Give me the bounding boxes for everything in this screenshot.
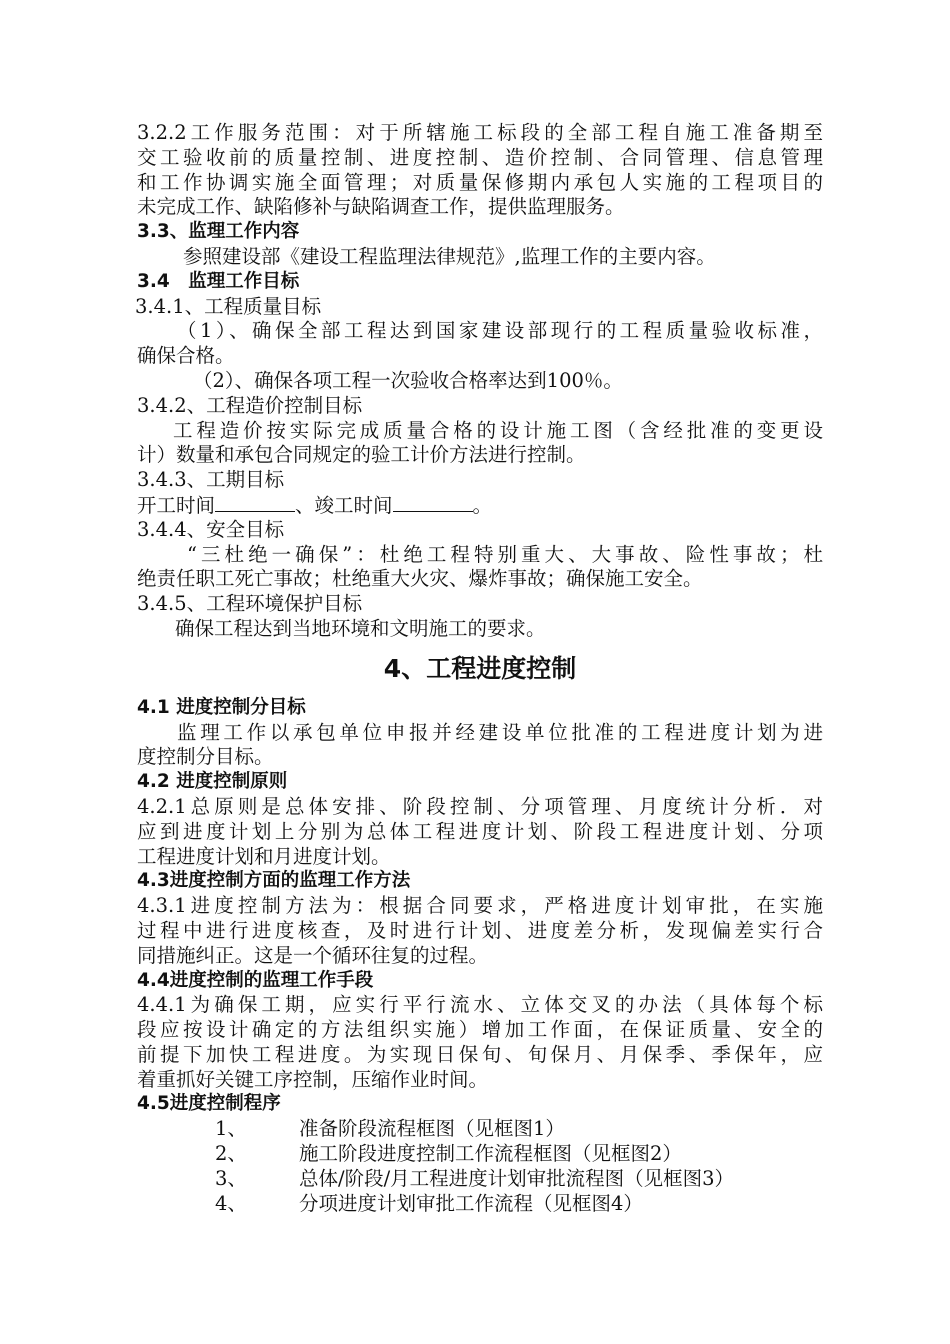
paragraph-line: 绝责任职工死亡事故；杜绝重大火灾、爆炸事故；确保施工安全。 (137, 567, 703, 591)
paragraph-line: 参照建设部《建设工程监理法律规范》,监理工作的主要内容。 (183, 244, 716, 268)
procedure-text: 施工阶段进度控制工作流程框图（见框图2） (299, 1142, 682, 1166)
start-time-label: 开工时间 (137, 493, 216, 517)
section-heading-3-3: 3.3、监理工作内容 (137, 221, 300, 243)
subsection-heading-3-4-4: 3.4.4、安全目标 (137, 517, 285, 541)
start-time-blank (215, 493, 295, 512)
procedure-item-1 (137, 1117, 823, 1142)
paragraph-line: 着重抓好关键工序控制，压缩作业时间。 (137, 1067, 489, 1091)
chapter-title: 4、工程进度控制 (383, 653, 577, 683)
procedure-item-4 (137, 1192, 823, 1217)
paragraph-line: 工程造价按实际完成质量合格的设计施工图（含经批准的变更设 (173, 418, 823, 442)
end-time-blank (393, 493, 473, 512)
subsection-heading-3-4-5: 3.4.5、工程环境保护目标 (137, 592, 363, 616)
subsection-heading-3-4-3: 3.4.3、工期目标 (137, 468, 285, 492)
paragraph-line: 4.4.1为确保工期，应实行平行流水、立体交叉的办法（具体每个标 (137, 993, 823, 1017)
procedure-text: 总体/阶段/月工程进度计划审批流程图（见框图3） (299, 1166, 735, 1190)
paragraph-line: “三杜绝一确保”：杜绝工程特别重大、大事故、险性事故；杜 (187, 542, 823, 566)
paragraph-line: 前提下加快工程进度。为实现日保旬、旬保月、月保季、季保年，应 (137, 1042, 823, 1066)
paragraph-line: 确保合格。 (137, 344, 235, 368)
paragraph-line: 确保工程达到当地环境和文明施工的要求。 (175, 616, 546, 640)
schedule-line (137, 493, 823, 518)
section-heading-4-3: 4.3进度控制方面的监理工作方法 (137, 870, 411, 892)
paragraph-line: 3.2.2工作服务范围：对于所辖施工标段的全部工程自施工准备期至 (137, 121, 823, 144)
procedure-number: 3、 (215, 1166, 247, 1190)
paragraph-line: 交工验收前的质量控制、进度控制、造价控制、合同管理、信息管理 (137, 145, 823, 169)
paragraph-line: 4.2.1总原则是总体安排、阶段控制、分项管理、月度统计分析．对 (137, 794, 823, 818)
end-punctuation: 。 (472, 493, 493, 517)
section-heading-4-1: 4.1 进度控制分目标 (137, 696, 306, 718)
paragraph-line: 监理工作以承包单位申报并经建设单位批准的工程进度计划为进 (177, 720, 823, 744)
paragraph-line: 应到进度计划上分别为总体工程进度计划、阶段工程进度计划、分项 (137, 819, 823, 843)
paragraph-line: 同措施纠正。这是一个循环往复的过程。 (137, 943, 489, 967)
paragraph-line: 4.3.1进度控制方法为：根据合同要求，严格进度计划审批，在实施 (137, 894, 823, 918)
section-heading-4-5: 4.5进度控制程序 (137, 1093, 281, 1115)
end-time-label: 、竣工时间 (295, 493, 393, 517)
subsection-heading-3-4-2: 3.4.2、工程造价控制目标 (137, 393, 363, 417)
procedure-text: 准备阶段流程框图（见框图1） (299, 1117, 565, 1141)
subsection-heading-3-4-1: 3.4.1、工程质量目标 (135, 294, 322, 318)
procedure-number: 1、 (215, 1117, 247, 1141)
paragraph-line: 和工作协调实施全面管理；对质量保修期内承包人实施的工程项目的 (137, 170, 823, 194)
section-heading-4-4: 4.4进度控制的监理工作手段 (137, 969, 374, 991)
paragraph-line: 段应按设计确定的方法组织实施）增加工作面，在保证质量、安全的 (137, 1018, 823, 1042)
procedure-item-3 (137, 1167, 823, 1192)
section-heading-4-2: 4.2 进度控制原则 (137, 771, 288, 793)
procedure-item-2 (137, 1142, 823, 1167)
paragraph-line: 过程中进行进度核查，及时进行计划、进度差分析，发现偏差实行合 (137, 918, 823, 942)
procedure-number: 4、 (215, 1191, 247, 1215)
paragraph-line: （1）、确保全部工程达到国家建设部现行的工程质量验收标准， (177, 319, 823, 343)
paragraph-line: 计）数量和承包合同规定的验工计价方法进行控制。 (137, 443, 586, 467)
procedure-text: 分项进度计划审批工作流程（见框图4） (299, 1191, 643, 1215)
paragraph-line: 度控制分目标。 (137, 745, 274, 769)
paragraph-line: （2）、确保各项工程一次验收合格率达到100％。 (193, 368, 623, 392)
document-body (137, 121, 823, 1216)
paragraph-line: 工程进度计划和月进度计划。 (137, 844, 391, 868)
paragraph-line: 未完成工作、缺陷修补与缺陷调查工作，提供监理服务。 (137, 195, 625, 219)
procedure-number: 2、 (215, 1142, 247, 1166)
section-heading-3-4: 3.4 监理工作目标 (137, 270, 300, 292)
